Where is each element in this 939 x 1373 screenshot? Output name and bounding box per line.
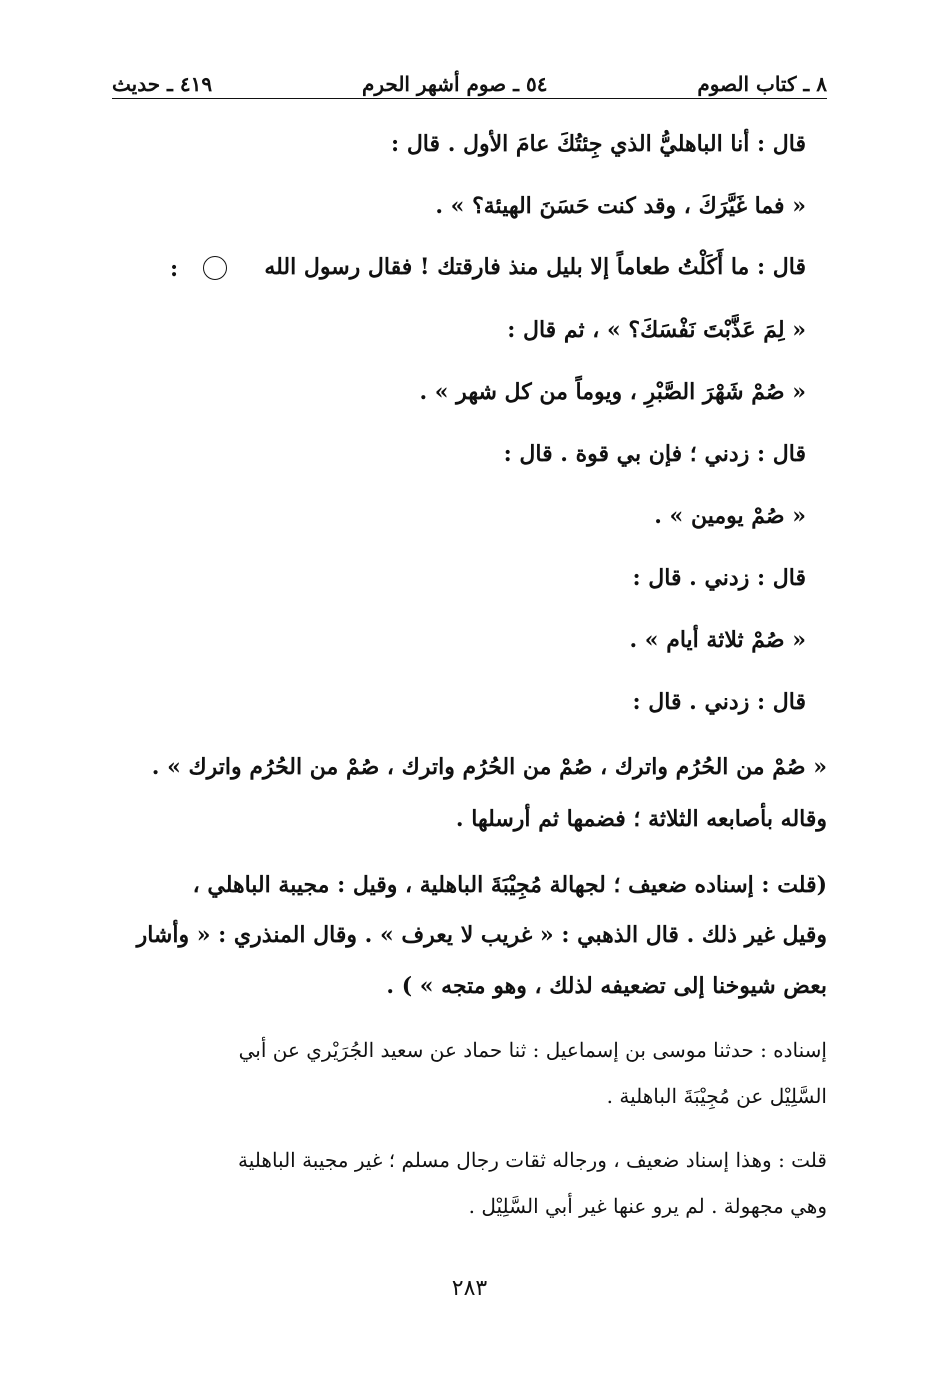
text-line: قال : أنا الباهليُّ الذي جِئتُكَ عامَ الأول . قال : <box>391 131 806 157</box>
text-line: : <box>170 256 179 282</box>
text-line: « فما غَيَّرَكَ ، وقد كنت حَسَنَ الهيئة؟ » . <box>435 193 806 219</box>
text-line: « صُمْ يومين » . <box>654 503 806 529</box>
text-line: « صُمْ من الحُرُم واترك ، صُمْ من الحُرُم واترك ، صُمْ من الحُرُم واترك » . <box>151 754 827 780</box>
running-header <box>112 62 827 96</box>
text-line: وقاله بأصابعه الثلاثة ؛ فضمها ثم أرسلها . <box>455 806 827 832</box>
text-line: « صُمْ ثلاثة أيام » . <box>629 627 806 653</box>
commentary-line: وقيل غير ذلك . قال الذهبي : « غريب لا يعرف » . وقال المنذري : « وأشار <box>136 922 827 948</box>
text-line: قال : زدني . قال : <box>632 689 806 715</box>
header-hadith-number: ٤١٩ ـ حديث <box>112 72 213 96</box>
salawat-seal-icon <box>203 256 227 280</box>
commentary-line: بعض شيوخنا إلى تضعيفه لذلك ، وهو متجه » ) . <box>386 973 827 999</box>
text-line: « لِمَ عَذَّبْتَ نَفْسَكَ؟ » ، ثم قال : <box>507 317 806 343</box>
page-number: ٢٨٣ <box>451 1276 488 1301</box>
text-line: قال : ما أَكَلْتُ طعاماً إلا بليل منذ فارقتك ! فقال رسول الله <box>264 254 806 280</box>
header-rule <box>112 98 827 99</box>
header-book-title: ٨ ـ كتاب الصوم <box>697 72 827 96</box>
note-line: وهي مجهولة . لم يرو عنها غير أبي السَّلِيْل . <box>468 1194 827 1218</box>
note-line: قلت : وهذا إسناد ضعيف ، ورجاله ثقات رجال مسلم ؛ غير مجيبة الباهلية <box>238 1148 827 1172</box>
header-chapter-title: ٥٤ ـ صوم أشهر الحرم <box>361 72 548 96</box>
text-line: قال : زدني ؛ فإن بي قوة . قال : <box>503 441 806 467</box>
commentary-line: (قلت : إسناده ضعيف ؛ لجهالة مُجِيْبَةَ الباهلية ، وقيل : مجيبة الباهلي ، <box>192 872 827 898</box>
text-line: قال : زدني . قال : <box>632 565 806 591</box>
text-line: « صُمْ شَهْرَ الصَّبْرِ ، ويوماً من كل شهر » . <box>419 379 806 405</box>
isnad-line: إسناده : حدثنا موسى بن إسماعيل : ثنا حماد عن سعيد الجُرَيْري عن أبي <box>238 1038 827 1062</box>
isnad-line: السَّلِيْل عن مُجِيْبَةَ الباهلية . <box>606 1084 827 1108</box>
